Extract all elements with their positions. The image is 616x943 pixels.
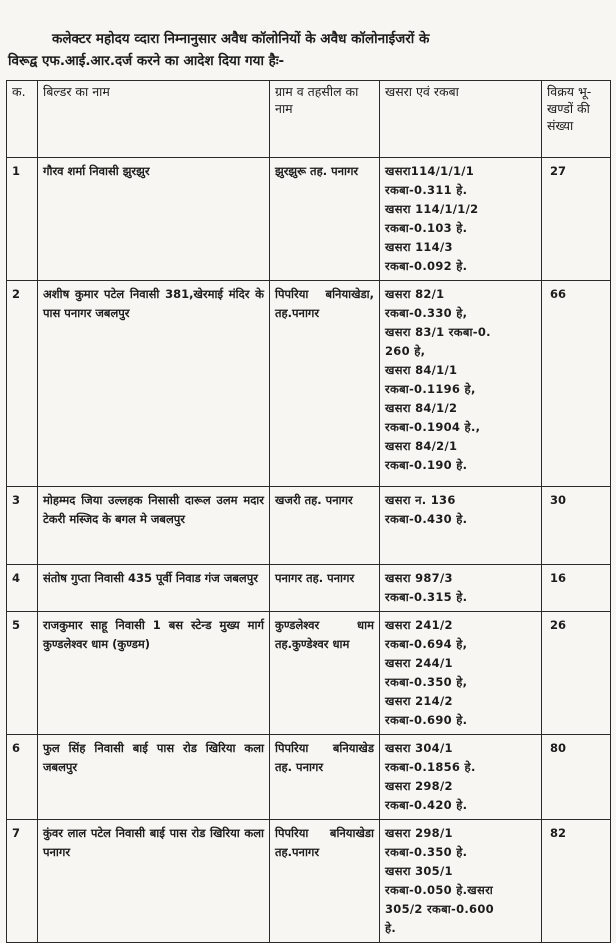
plots-sold-cell: 26 (542, 612, 611, 735)
plots-sold-cell: 82 (542, 820, 611, 943)
intro-line-1: कलेक्टर महोदय व्दारा निम्नानुसार अवैध कॉलोनियों के अवैध कॉलोनाईजरों के (52, 30, 430, 47)
serial-number-cell: 6 (7, 735, 38, 820)
serial-number-cell: 1 (7, 158, 38, 281)
table-row (7, 158, 611, 281)
village-tehsil-cell: खजरी तह. पनागर (270, 487, 380, 565)
plots-sold-cell: 27 (542, 158, 611, 281)
serial-number-cell: 3 (7, 487, 38, 565)
khasra-line: खसरा 298/1 (385, 826, 453, 840)
village-tehsil-cell: झुरझुरू तह. पनागर (270, 158, 380, 281)
khasra-area-cell (380, 565, 542, 612)
khasra-line: रकबा-0.050 हे.खसरा (385, 883, 494, 897)
plots-sold-cell: 80 (542, 735, 611, 820)
khasra-line: खसरा 298/2 (385, 779, 453, 793)
table-header-row (7, 81, 611, 158)
plots-sold-cell: 30 (542, 487, 611, 565)
khasra-line: खसरा 84/1/2 (385, 401, 458, 415)
table-row (7, 735, 611, 820)
builder-name-cell: राजकुमार साहू निवासी 1 बस स्टेन्ड मुख्य मार्ग कुण्डलेश्वर धाम (कुण्डम) (38, 612, 270, 735)
khasra-line: खसरा न. 136 (385, 493, 456, 507)
khasra-line: रकबा-0.103 हे. (385, 221, 468, 235)
builder-name-cell: फुल सिंह निवासी बाई पास रोड खिरिया कला जबलपुर (38, 735, 270, 820)
khasra-line: रकबा-0.690 हे. (385, 713, 468, 727)
khasra-area-cell (380, 281, 542, 487)
serial-number-cell: 4 (7, 565, 38, 612)
khasra-line: खसरा 244/1 (385, 656, 453, 670)
khasra-line: खसरा 82/1 (385, 287, 445, 301)
khasra-line: रकबा-0.694 हे, (385, 637, 468, 651)
khasra-line: खसरा 305/1 (385, 864, 453, 878)
khasra-line: रकबा-0.1904 हे., (385, 420, 481, 434)
serial-number-cell: 5 (7, 612, 38, 735)
builder-name-cell: संतोष गुप्ता निवासी 435 पूर्वी निवाड गंज जबलपुर (38, 565, 270, 612)
khasra-line: रकबा-0.330 हे, (385, 306, 468, 320)
village-tehsil-cell: पनागर तह. पनागर (270, 565, 380, 612)
khasra-line: खसरा 83/1 रकबा-0. (385, 325, 491, 339)
khasra-line: खसरा 987/3 (385, 571, 453, 585)
header-builder: बिल्डर का नाम (38, 81, 270, 158)
khasra-line: रकबा-0.190 हे. (385, 458, 468, 472)
khasra-line: रकबा-0.092 हे. (385, 259, 468, 273)
village-tehsil-cell: पिपरिया बनियाखेड तह. पनागर (270, 735, 380, 820)
khasra-line: खसरा 114/3 (385, 240, 453, 254)
khasra-line: खसरा 84/2/1 (385, 439, 458, 453)
khasra-area-cell (380, 612, 542, 735)
builder-name-cell: कुंवर लाल पटेल निवासी बाई पास रोड खिरिया कला पनागर (38, 820, 270, 943)
table-row (7, 820, 611, 943)
plots-sold-cell: 66 (542, 281, 611, 487)
intro-paragraph (8, 28, 608, 72)
intro-line-2: विरूद्व एफ.आई.आर.दर्ज करने का आदेश दिया गया हैः- (8, 52, 285, 69)
header-khasra: खसरा एवं रकबा (380, 81, 542, 158)
khasra-area-cell (380, 158, 542, 281)
table-row (7, 487, 611, 565)
khasra-line: हे. (385, 921, 397, 935)
khasra-line: रकबा-0.311 हे. (385, 183, 468, 197)
khasra-line: खसरा 304/1 (385, 741, 453, 755)
serial-number-cell: 2 (7, 281, 38, 487)
khasra-area-cell (380, 735, 542, 820)
header-plots: विक्रय भू-खण्डों की संख्या (542, 81, 611, 158)
khasra-line: रकबा-0.315 हे. (385, 590, 468, 604)
khasra-line: खसरा 214/2 (385, 694, 453, 708)
khasra-line: खसरा 241/2 (385, 618, 453, 632)
khasra-line: खसरा 114/1/1/2 (385, 202, 479, 216)
khasra-line: रकबा-0.430 हे. (385, 512, 468, 526)
illegal-colonizers-table (6, 80, 611, 943)
table-row (7, 281, 611, 487)
village-tehsil-cell: कुण्डलेश्वर धाम तह.कुण्डेश्वर धाम (270, 612, 380, 735)
builder-name-cell: गौरव शर्मा निवासी झुरझुर (38, 158, 270, 281)
khasra-line: रकबा-0.350 हे. (385, 845, 468, 859)
khasra-line: 305/2 रकबा-0.600 (385, 902, 494, 916)
khasra-line: रकबा-0.350 हे, (385, 675, 468, 689)
khasra-line: रकबा-0.420 हे. (385, 798, 468, 812)
table-row (7, 612, 611, 735)
table-body (7, 158, 611, 943)
builder-name-cell: अशीष कुमार पटेल निवासी 381,खेरमाई मंदिर के पास पनागर जबलपुर (38, 281, 270, 487)
khasra-line: रकबा-0.1856 हे. (385, 760, 476, 774)
header-sno: क. (7, 81, 38, 158)
khasra-line: खसरा114/1/1/1 (385, 164, 475, 178)
khasra-area-cell (380, 487, 542, 565)
village-tehsil-cell: पिपरिया बनियाखेडा, तह.पनागर (270, 281, 380, 487)
khasra-line: 260 हे, (385, 344, 426, 358)
plots-sold-cell: 16 (542, 565, 611, 612)
village-tehsil-cell: पिपरिया बनियाखेडा तह.पनागर (270, 820, 380, 943)
table-row (7, 565, 611, 612)
header-village: ग्राम व तहसील का नाम (270, 81, 380, 158)
khasra-area-cell (380, 820, 542, 943)
builder-name-cell: मोहम्मद जिया उल्लहक निसासी दारूल उलम मदार टेकरी मस्जिद के बगल मे जबलपुर (38, 487, 270, 565)
khasra-line: रकबा-0.1196 हे, (385, 382, 476, 396)
serial-number-cell: 7 (7, 820, 38, 943)
khasra-line: खसरा 84/1/1 (385, 363, 458, 377)
